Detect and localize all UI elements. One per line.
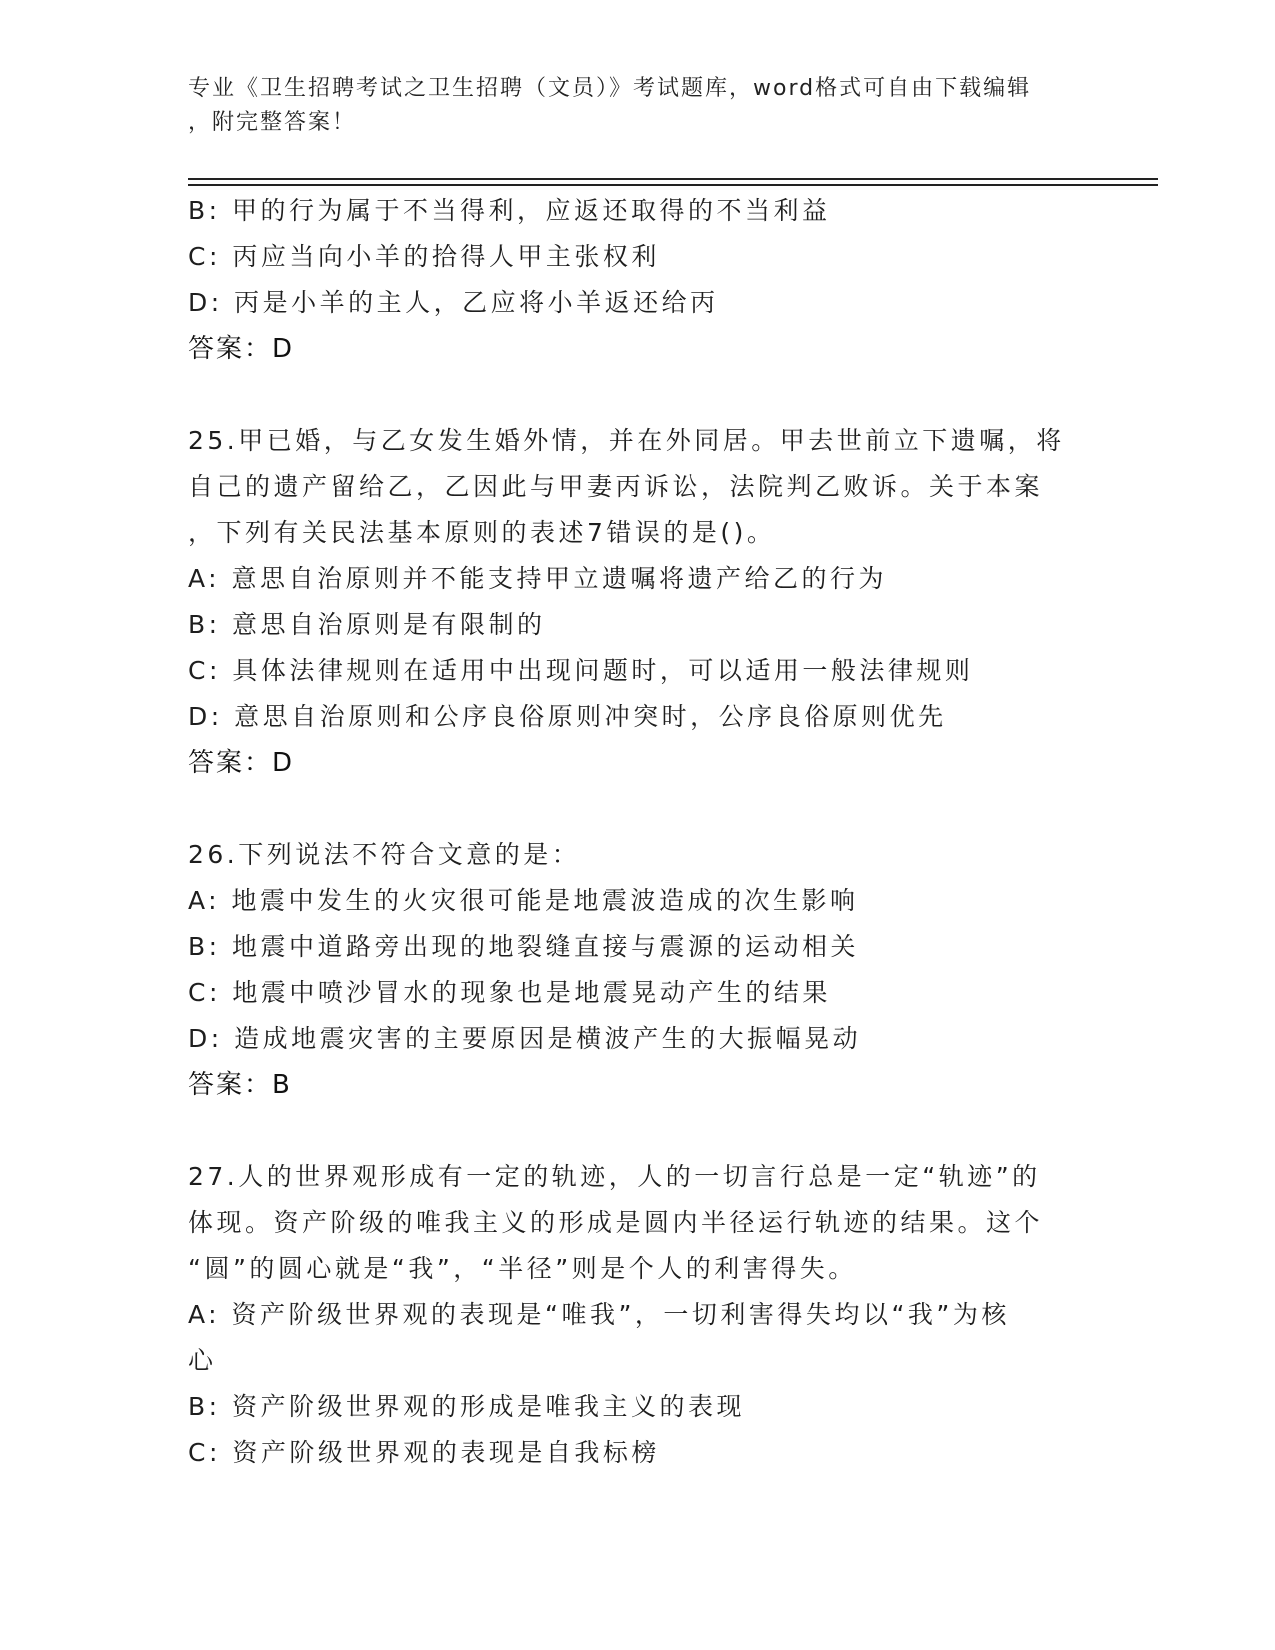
question-27 (188, 1154, 1108, 1476)
document-body (188, 188, 1108, 1476)
question-26 (188, 832, 1108, 1108)
option-a-continued: 心 (188, 1346, 217, 1375)
header-rule-bottom (188, 184, 1158, 186)
header-rule-top (188, 178, 1158, 180)
question-stem-line: 25.甲已婚，与乙女发生婚外情，并在外同居。甲去世前立下遗嘱，将 (188, 426, 1065, 455)
option-c: C: 资产阶级世界观的表现是自我标榜 (188, 1438, 660, 1467)
answer-line: 答案：D (188, 334, 295, 364)
question-25 (188, 418, 1108, 786)
spacer (188, 786, 1108, 832)
question-stem-line: 27.人的世界观形成有一定的轨迹，人的一切言行总是一定“轨迹”的 (188, 1162, 1041, 1191)
question-stem-line: ，下列有关民法基本原则的表述7错误的是()。 (188, 518, 776, 547)
answer-line: 答案：B (188, 1070, 292, 1100)
question-stem-line: 体现。资产阶级的唯我主义的形成是圆内半径运行轨迹的结果。这个 (188, 1208, 1044, 1237)
spacer (188, 372, 1108, 418)
option-d: D: 意思自治原则和公序良俗原则冲突时，公序良俗原则优先 (188, 702, 947, 731)
spacer (188, 1108, 1108, 1154)
question-stem-line: 自己的遗产留给乙，乙因此与甲妻丙诉讼，法院判乙败诉。关于本案 (188, 472, 1044, 501)
option-a: A: 资产阶级世界观的表现是“唯我”，一切利害得失均以“我”为核 (188, 1300, 1010, 1329)
option-c: C: 丙应当向小羊的拾得人甲主张权利 (188, 242, 660, 271)
page-header (188, 72, 1078, 140)
answer-line: 答案：D (188, 748, 295, 778)
question-stem-line: 26.下列说法不符合文意的是： (188, 840, 581, 869)
option-b: B: 意思自治原则是有限制的 (188, 610, 546, 639)
option-d: D: 丙是小羊的主人，乙应将小羊返还给丙 (188, 288, 719, 317)
option-b: B: 甲的行为属于不当得利，应返还取得的不当利益 (188, 196, 831, 225)
option-d: D: 造成地震灾害的主要原因是横波产生的大振幅晃动 (188, 1024, 862, 1053)
option-b: B: 地震中道路旁出现的地裂缝直接与震源的运动相关 (188, 932, 860, 961)
option-b: B: 资产阶级世界观的形成是唯我主义的表现 (188, 1392, 746, 1421)
question-stem-line: “圆”的圆心就是“我”，“半径”则是个人的利害得失。 (188, 1254, 857, 1283)
header-line-2: ，附完整答案！ (188, 110, 357, 135)
option-c: C: 地震中喷沙冒水的现象也是地震晃动产生的结果 (188, 978, 831, 1007)
question-24 (188, 188, 1108, 372)
option-c: C: 具体法律规则在适用中出现问题时，可以适用一般法律规则 (188, 656, 974, 685)
option-a: A: 地震中发生的火灾很可能是地震波造成的次生影响 (188, 886, 859, 915)
option-a: A: 意思自治原则并不能支持甲立遗嘱将遗产给乙的行为 (188, 564, 888, 593)
header-line-1: 专业《卫生招聘考试之卫生招聘（文员）》考试题库，word格式可自由下载编辑 (188, 76, 1032, 101)
